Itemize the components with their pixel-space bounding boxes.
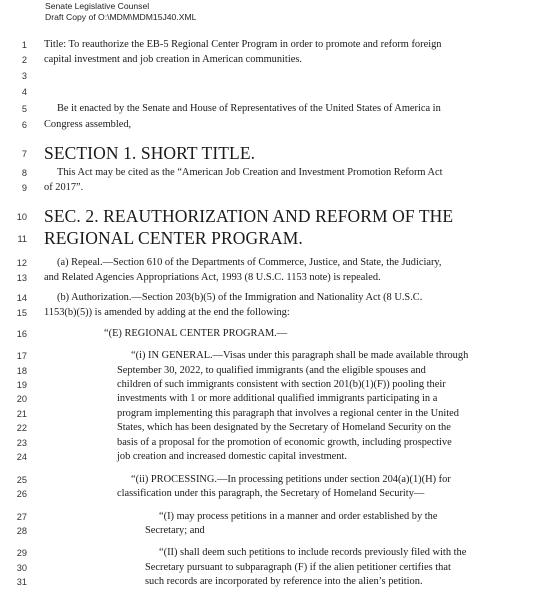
line-number: 12 [16, 258, 27, 268]
line-number: 23 [16, 438, 27, 448]
line-number: 3 [21, 71, 27, 81]
enacting-clause: Congress assembled, [44, 119, 132, 130]
title-line: Title: To reauthorize the EB-5 Regional Center Program in order to promote and reform foreign [44, 39, 442, 50]
line-number: 15 [16, 308, 27, 318]
clause-line: job creation and increased domestic capital investment. [117, 451, 347, 462]
clause-line: basis of a proposal for the promotion of economic growth, including prospective [117, 437, 452, 448]
clause-line: States, which has been designated by the Secretary of Homeland Security on the [117, 422, 451, 433]
line-number: 25 [16, 475, 27, 485]
body-line: 1153(b)(5)) is amended by adding at the end the following: [44, 307, 290, 318]
title-line: capital investment and job creation in American communities. [44, 54, 302, 65]
line-number: 31 [16, 577, 27, 587]
line-number: 18 [16, 366, 27, 376]
clause-line: “(i) IN GENERAL.—Visas under this paragraph shall be made available through [131, 350, 469, 361]
subclause-line: “(I) may process petitions in a manner and order established by the [159, 511, 438, 522]
line-number: 2 [21, 55, 27, 65]
line-number: 10 [16, 212, 27, 222]
line-number: 26 [16, 489, 27, 499]
line-number: 8 [21, 168, 27, 178]
clause-line: children of such immigrants consistent with section 201(b)(1)(F)) pooling their [117, 379, 446, 390]
document-header [45, 1, 196, 23]
clause-line: September 30, 2022, to qualified immigrants (and the eligible spouses and [117, 365, 426, 376]
line-number: 13 [16, 273, 27, 283]
line-number: 17 [16, 351, 27, 361]
subclause-line: “(II) shall deem such petitions to include records previously filed with the [159, 547, 467, 558]
body-line: This Act may be cited as the “American Job Creation and Investment Promotion Reform Act [57, 167, 443, 178]
line-number: 20 [16, 394, 27, 404]
line-number: 7 [21, 149, 27, 159]
clause-line: “(ii) PROCESSING.—In processing petitions under section 204(a)(1)(H) for [131, 474, 451, 485]
line-number: 19 [16, 380, 27, 390]
line-number: 22 [16, 423, 27, 433]
body-line: (b) Authorization.—Section 203(b)(5) of the Immigration and Nationality Act (8 U.S.C. [57, 292, 423, 303]
section-heading: SECTION 1. SHORT TITLE. [44, 143, 256, 163]
subclause-line: Secretary pursuant to subparagraph (F) if the alien petitioner certifies that [145, 562, 451, 573]
line-number: 27 [16, 512, 27, 522]
body-line: and Related Agencies Appropriations Act, 1993 (8 U.S.C. 1153 note) is repealed. [44, 272, 381, 283]
line-number: 21 [16, 409, 27, 419]
line-number: 1 [21, 40, 27, 50]
section-heading: SEC. 2. REAUTHORIZATION AND REFORM OF THE [44, 206, 454, 226]
clause-line: program implementing this paragraph that involves a regional center in the United [117, 408, 459, 419]
body-line: of 2017”. [44, 182, 84, 193]
subclause-line: such records are incorporated by reference into the alien’s petition. [145, 576, 423, 587]
subclause-line: Secretary; and [145, 525, 205, 536]
subparagraph-heading: “(E) REGIONAL CENTER PROGRAM.— [104, 328, 288, 339]
line-number: 28 [16, 526, 27, 536]
line-number: 5 [21, 104, 27, 114]
line-number: 29 [16, 548, 27, 558]
section-heading: REGIONAL CENTER PROGRAM. [44, 228, 303, 248]
line-number: 11 [17, 234, 27, 244]
line-number: 16 [16, 329, 27, 339]
line-number: 9 [21, 183, 27, 193]
line-number: 14 [16, 293, 27, 303]
line-number: 30 [16, 563, 27, 573]
line-number: 24 [16, 452, 27, 462]
body-line: (a) Repeal.—Section 610 of the Departments of Commerce, Justice, and State, the Judiciary, [57, 257, 442, 268]
clause-line: investments with 1 or more additional qualified immigrants participating in a [117, 393, 438, 404]
header-draft-path: Draft Copy of O:\MDM\MDM15J40.XML [45, 12, 197, 22]
header-org: Senate Legislative Counsel [45, 1, 150, 11]
enacting-clause: Be it enacted by the Senate and House of Representatives of the United States of America in [57, 103, 441, 114]
line-number: 4 [21, 87, 27, 97]
line-number: 6 [21, 120, 27, 130]
clause-line: classification under this paragraph, the Secretary of Homeland Security— [117, 488, 425, 499]
